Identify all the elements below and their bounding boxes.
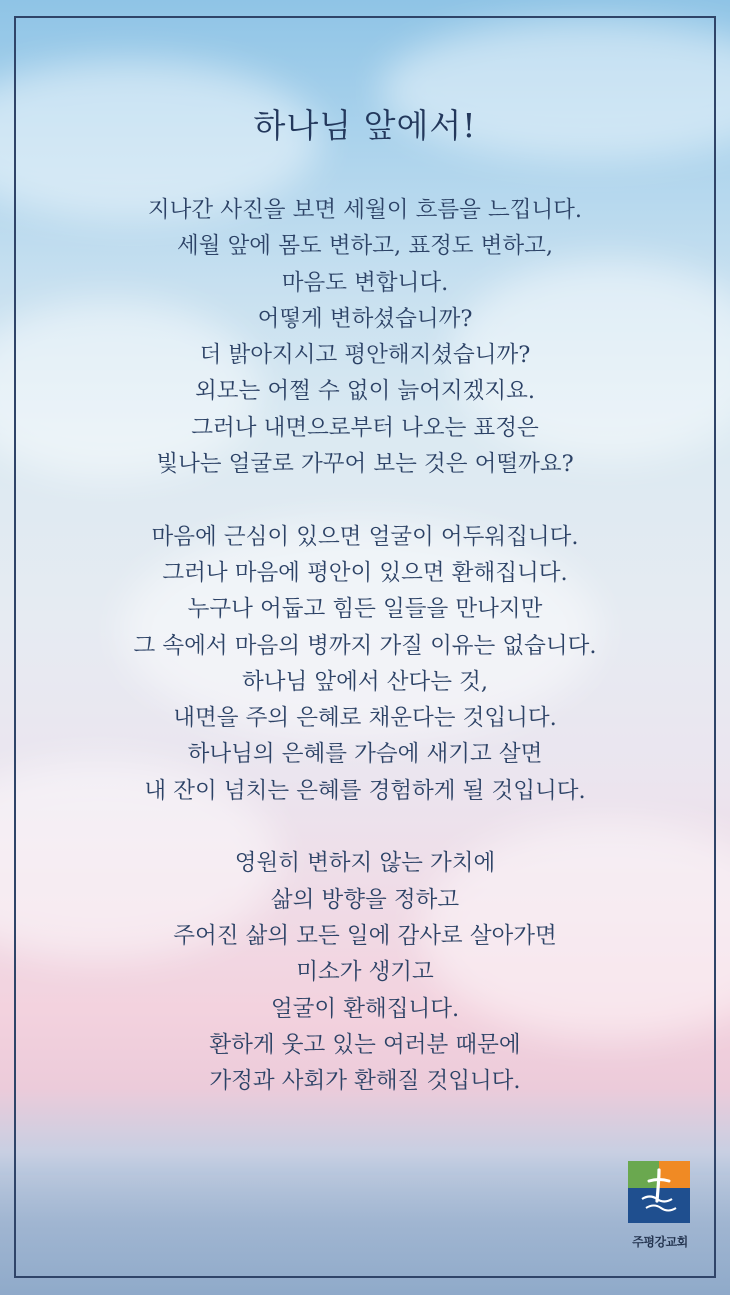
stanza-2 <box>0 519 730 809</box>
church-name: 주평강교회 <box>632 1235 688 1249</box>
poem-line: 환하게 웃고 있는 여러분 때문에 <box>209 1031 521 1058</box>
page-title: 하나님 앞에서! <box>253 106 477 145</box>
church-logo <box>628 1161 692 1250</box>
poem-line: 미소가 생기고 <box>296 959 434 986</box>
poem-line: 내면을 주의 은혜로 채운다는 것입니다. <box>173 705 557 732</box>
poem-line: 얼굴이 환해집니다. <box>270 995 460 1022</box>
poem-line: 빛나는 얼굴로 가꾸어 보는 것은 어떨까요? <box>156 451 574 478</box>
poem-body <box>0 192 730 1099</box>
stanza-3 <box>0 845 730 1099</box>
cross-emblem-icon <box>628 1161 690 1223</box>
poem-line: 누구나 어둡고 힘든 일들을 만나지만 <box>187 596 543 623</box>
poem-line: 마음에 근심이 있으면 얼굴이 어두워집니다. <box>151 523 579 550</box>
poem-line: 하나님 앞에서 산다는 것, <box>242 668 488 695</box>
poem-line: 더 밝아지시고 평안해지셨습니까? <box>199 342 531 369</box>
stanza-1 <box>0 192 730 482</box>
poem-line: 삶의 방향을 정하고 <box>270 886 460 913</box>
poem-line: 그 속에서 마음의 병까지 가질 이유는 없습니다. <box>133 632 597 659</box>
poem-line: 지나간 사진을 보면 세월이 흐름을 느낍니다. <box>147 197 583 223</box>
stanza-gap <box>0 809 730 845</box>
poem-line: 마음도 변합니다. <box>281 269 449 296</box>
poem-line: 세월 앞에 몸도 변하고, 표정도 변하고, <box>176 233 554 260</box>
poem-line: 주어진 삶의 모든 일에 감사로 살아가면 <box>173 922 557 949</box>
poem-line: 어떻게 변하셨습니까? <box>257 305 473 332</box>
poem-line: 그러나 내면으로부터 나오는 표정은 <box>191 414 539 441</box>
logo-emblem <box>628 1161 690 1223</box>
poem-line: 영원히 변하지 않는 가치에 <box>234 850 496 877</box>
stanza-gap <box>0 482 730 518</box>
poem-line: 하나님의 은혜를 가슴에 새기고 살면 <box>187 741 543 768</box>
poem-line: 내 잔이 넘치는 은혜를 경험하게 될 것입니다. <box>144 777 586 804</box>
poem-line: 외모는 어쩔 수 없이 늙어지겠지요. <box>194 378 536 405</box>
poem-line: 그러나 마음에 평안이 있으면 환해집니다. <box>162 559 568 586</box>
poem-line: 가정과 사회가 환해질 것입니다. <box>209 1068 521 1095</box>
